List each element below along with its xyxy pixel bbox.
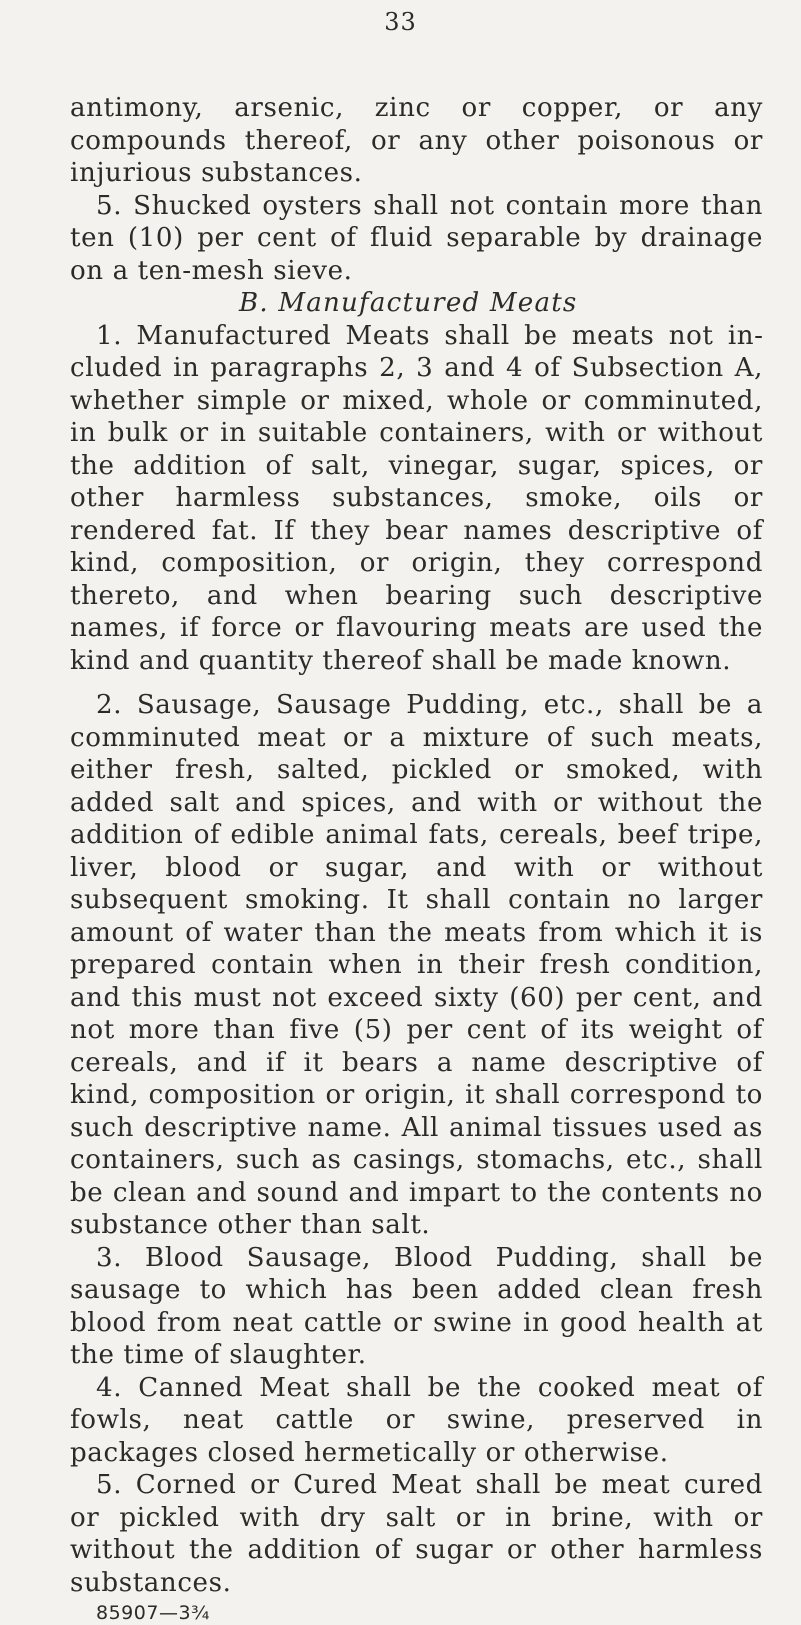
page-number: 33 xyxy=(384,8,417,36)
paragraph-oysters: 5. Shucked oysters shall not contain more than ten (10) per cent of fluid separable by drainage on a ten-mesh sieve. xyxy=(70,190,763,286)
paragraph-manufactured-meats: 1. Manufactured Meats shall be meats not included in paragraphs 2, 3 and 4 of Subsection A, whether simple or mixed, whole or comminuted, in bulk or in suitable containers, with or without the addition of salt, vinegar, sugar, spices, or other harmless substances, smoke, oils or rendered fat. If they bear names descriptive of kind, composition, or origin, they correspond thereto, and when bearing such descriptive names, if force or flavouring meats are used the kind and quantity thereof shall be made known. xyxy=(70,320,763,676)
print-code: 85907—3¾ xyxy=(96,1602,210,1624)
paragraph-continued: antimony, arsenic, zinc or copper, or any compounds thereof, or any other poisonous or injurious substances. xyxy=(70,93,763,188)
paragraph-canned-meat: 4. Canned Meat shall be the cooked meat of fowls, neat cattle or swine, preserved in packages closed hermetically or otherwise. xyxy=(70,1372,763,1468)
paragraph-sausage: 2. Sausage, Sausage Pudding, etc., shall be a comminuted meat or a mixture of such meats, either fresh, salted, pickled or smoked, with added salt and spices, and with or without the addition of edible animal fats, cereals, beef tripe, liver, blood or sugar, and with or without subsequent smoking. It shall contain no larger amount of water than the meats from which it is prepared contain when in their fresh condition, and this must not exceed sixty (60) per cent, and not more than five (5) per cent of its weight of cereals, and if it bears a name descriptive of kind, composition or origin, it shall correspond to such descriptive name. All animal tissues used as containers, such as casings, stomachs, etc., shall be clean and sound and impart to the contents no substance other than salt. xyxy=(70,690,763,1240)
section-heading: B. Manufactured Meats xyxy=(239,288,578,318)
paragraph-corned-meat: 5. Corned or Cured Meat shall be meat cured or pickled with dry salt or in brine, with or without the addition of sugar or other harmless substances. xyxy=(70,1470,763,1598)
body-text xyxy=(70,92,763,1625)
paragraph-blood-sausage: 3. Blood Sausage, Blood Pudding, shall be sausage to which has been added clean fresh blood from neat cattle or swine in good health at the time of slaughter. xyxy=(70,1242,763,1370)
